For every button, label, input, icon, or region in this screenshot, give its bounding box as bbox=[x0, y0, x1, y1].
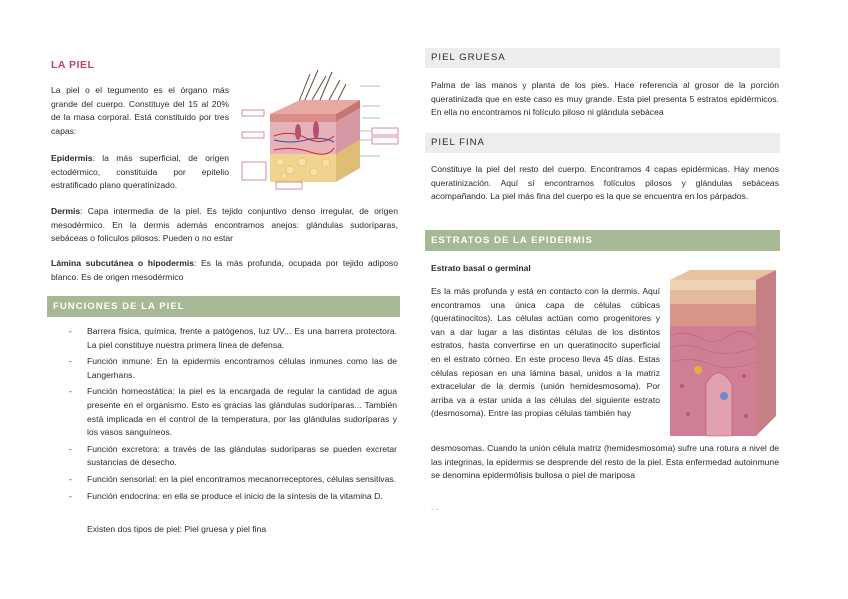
list-item: - Función inmune: En la epidermis encontramos células inmunes como las de Langerhans. bbox=[69, 356, 397, 380]
bullet-dash: - bbox=[69, 386, 72, 397]
dermis-paragraph bbox=[51, 205, 398, 246]
estrato-basal-paragraph-1: Es la más profunda y está en contacto con la dermis. Aquí encontramos una única capa de células cúbicas (queratinocitos). Las células actúan como progenitores y van a dar lugar a las distintas células de los distintos estratos, hasta convertirse en un queratinocito superficial en el estrato córneo. En este proceso lleva 45 días. Estas células reposan en una lámina basal, unidos a la matriz extracelular de la dermis (unión hemidesmosoma). Por arriba va a estar unida a las células del siguiente estrato (desmosoma). Entre las propias células también hay bbox=[431, 286, 660, 419]
hipodermis-term: Lámina subcutánea o hipodermis bbox=[51, 258, 195, 268]
bullet-dash: - bbox=[69, 326, 72, 336]
list-item: - Función homeostática: la piel es la encargada de regular la cantidad de agua presente en el organismo. Esto es gracias las glándulas sudoríparas... También está implicada en el control de la temperatura, por las glándulas sudoríparas y los vasos sanguíneos. bbox=[69, 386, 397, 438]
estratos-header: ESTRATOS DE LA EPIDERMIS bbox=[425, 230, 780, 251]
bullet-dash: - bbox=[69, 443, 72, 454]
dermis-term: Dermis bbox=[51, 206, 81, 216]
estrato-basal-paragraph-2: desmosomas. Cuando la unión célula matriz (hemidesmosoma) sufre una rotura a nivel de las integrinas, la epidermis se desprende del resto de la piel. Esta enfermedad autoinmune se denomina epidermólisis bullosa o piel de mariposa bbox=[431, 443, 779, 481]
list-item: - Función sensorial: en la piel encontramos mecanorreceptores, células sensitivas. bbox=[69, 473, 397, 487]
bullet-dash: - bbox=[69, 490, 72, 501]
funciones-list bbox=[69, 325, 397, 506]
intro-paragraph: La piel o el tegumento es el órgano más grande del cuerpo. Constituye del 15 al 20% de la masa corporal. Está constituido por tres capas: bbox=[51, 85, 229, 136]
piel-gruesa-paragraph: Palma de las manos y planta de los pies. Hace referencia al grosor de la porción queratinizada que en este caso es muy grande. Esta piel presenta 5 estratos epidérmicos. En ella no encontramos ni folículo piloso ni glándula sebácea bbox=[431, 80, 779, 118]
list-item: - Función excretora: a través de las glándulas sudoríparas se pueden excretar sustancias de desecho. bbox=[69, 443, 397, 468]
piel-gruesa-header: PIEL GRUESA bbox=[425, 48, 780, 68]
tipos-de-piel-text: Existen dos tipos de piel: Piel gruesa y piel fina bbox=[87, 524, 267, 534]
epidermis-block-illustration bbox=[666, 266, 780, 442]
hipodermis-paragraph bbox=[51, 257, 398, 284]
piel-fina-paragraph: Constituye la piel del resto del cuerpo. Encontramos 4 capas epidérmicas. Hay menos queratinización. Aquí sí encontramos folículos pilosos y glándulas sebáceas acompañando. La piel más fina del cuerpo es la que se encuentra en los párpados. bbox=[431, 164, 779, 202]
hipodermis-text: : Es la más profunda, ocupada por tejido adiposo blanco. Es de origen mesodérmico bbox=[51, 258, 399, 282]
funciones-header: FUNCIONES DE LA PIEL bbox=[47, 296, 400, 317]
epidermis-text: : la más superficial, de origen ectodérmico, constituida por epitelio estratificado plano queratinizado. bbox=[51, 153, 229, 191]
list-item: - Barrera física, química, frente a patógenos, luz UV... Es una barrera protectora. La piel constituye nuestra primera línea de defensa. bbox=[69, 326, 397, 350]
trailing-marks: ` ` bbox=[431, 508, 439, 517]
bullet-dash: - bbox=[69, 473, 72, 484]
bullet-dash: - bbox=[69, 356, 72, 367]
dermis-text: : Capa intermedia de la piel. Es tejido conjuntivo denso irregular, de origen mesodérmico. En la dermis además encontramos anejos: glándulas sudoríparas, sebáceas o folículos pilosos. Pueden o no estar bbox=[51, 206, 398, 244]
piel-fina-header: PIEL FINA bbox=[425, 133, 780, 153]
estrato-basal-title: Estrato basal o germinal bbox=[431, 263, 531, 273]
section-title-la-piel: LA PIEL bbox=[51, 59, 95, 71]
epidermis-paragraph bbox=[51, 152, 229, 193]
list-item: - Función endocrina: en ella se produce el inicio de la síntesis de la vitamina D. bbox=[69, 490, 397, 504]
epidermis-term: Epidermis bbox=[51, 153, 93, 163]
skin-layers-illustration bbox=[240, 66, 400, 191]
